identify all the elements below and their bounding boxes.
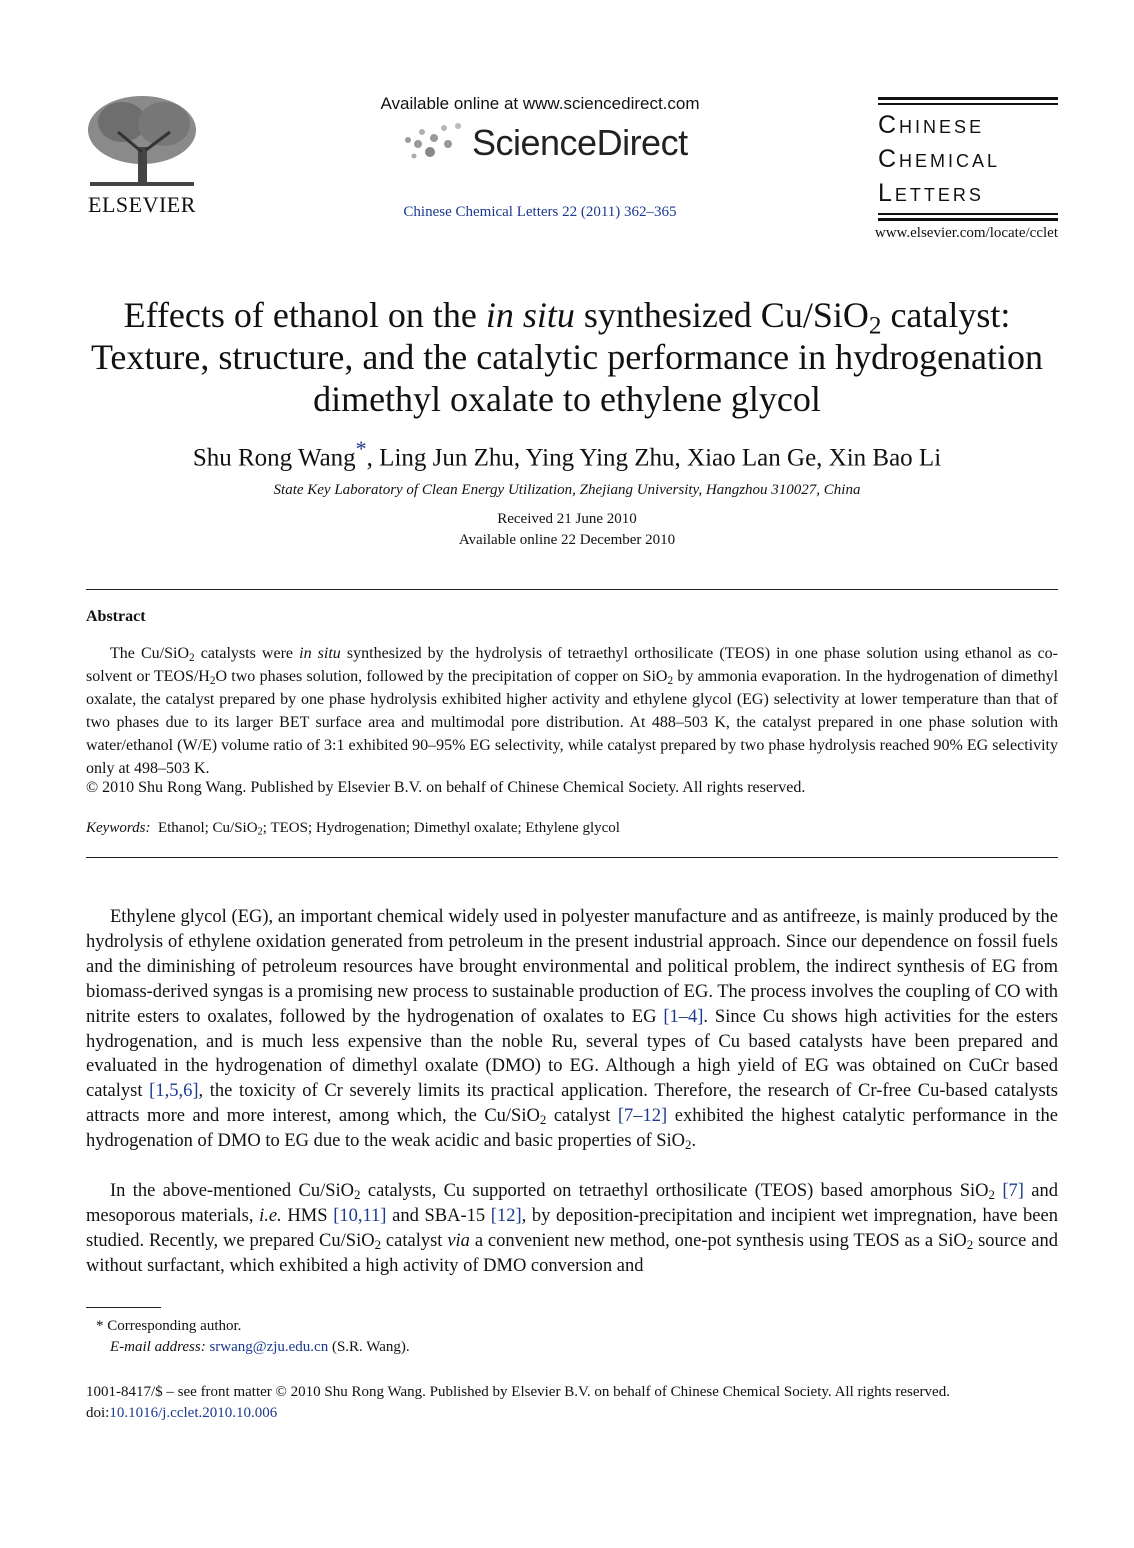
sciencedirect-dots-icon xyxy=(400,118,470,168)
title-line-2: Texture, structure, and the catalytic performance in hydrogenation xyxy=(90,337,1044,377)
email-line: E-mail address: srwang@zju.edu.cn (S.R. Wang). xyxy=(110,1339,410,1355)
abstract-text: The Cu/SiO$_2$ catalysts were in situ synthesized by the hydrolysis of tetraethyl orthosilicate (TEOS) in one phase solution using ethanol as co-solvent or TEOS/$H_2O$ two phases solution, followed by the precipitation of copper on SiO$_2$ by ammonia evaporation. In the hydrogenation of dimethyl oxalate, the catalyst prepared by one phase hydrolysis exhibited higher activity and ethylene glycol (EG) selectivity at lower temperature than that of two phases due to its larger BET surface area and multimodal pore distribution. At 488–503 K, the catalyst prepared in one phase solution with water/ethanol (W/E) volume ratio of 3:1 exhibited 90–95% EG selectivity, while catalyst prepared by two phase hydrolysis reached 90% EG selectivity only at 498–503 K. xyxy=(86,645,1059,777)
online-date: Available online 22 December 2010 xyxy=(458,532,676,548)
journal-citation[interactable]: Chinese Chemical Letters 22 (2011) 362–365 xyxy=(403,204,677,220)
masthead-rule xyxy=(878,103,1058,105)
keywords-label: Keywords: xyxy=(86,820,151,836)
doi-line: doi:10.1016/j.cclet.2010.10.006 xyxy=(86,1405,278,1421)
corresponding-author-mark[interactable]: * xyxy=(355,436,367,461)
citation-link[interactable]: [7] xyxy=(1002,1181,1024,1201)
sciencedirect-name: ScienceDirect xyxy=(472,122,688,163)
email-link[interactable]: srwang@zju.edu.cn xyxy=(209,1339,329,1355)
sciencedirect-logo xyxy=(400,118,700,168)
front-matter xyxy=(86,1382,1058,1424)
corresponding-author-note: * Corresponding author. xyxy=(96,1318,242,1334)
title-line-1: Effects of ethanol on the in situ synthesized Cu/SiO$_2$ catalyst: xyxy=(123,295,1011,340)
citation-link[interactable]: [1,5,6] xyxy=(149,1081,199,1102)
citation-link[interactable]: [7–12] xyxy=(617,1106,668,1127)
journal-masthead xyxy=(878,94,1058,224)
abstract-heading: Abstract xyxy=(86,608,146,625)
citation-link[interactable]: [12] xyxy=(490,1205,522,1226)
divider xyxy=(86,857,1058,858)
publisher-name: ELSEVIER xyxy=(88,192,196,217)
tree-icon xyxy=(82,92,202,192)
body-paragraph: In the above-mentioned Cu/SiO$_2$ catalysts, Cu supported on tetraethyl orthosilicate (TEOS) based amorphous SiO$_2$ [7] and mesoporous materials, i.e. HMS [10,11] and SBA-15 [12], by deposition-precipitation and incipient wet impregnation, have been studied. Recently, we prepared Cu/SiO$_2$ catalyst via a convenient new method, one-pot synthesis using TEOS as a SiO$_2$ source and without surfactant, which exhibited a high activity of DMO conversion and xyxy=(86,1181,1058,1276)
body-paragraph: Ethylene glycol (EG), an important chemical widely used in polyester manufacture and as antifreeze, is mainly produced by the hydrolysis of ethylene oxidation generated from petroleum in the present industrial approach. Since our dependence on fossil fuels and the diminishing of petroleum resources have brought environmental and political problem, the indirect synthesis of EG from biomass-derived syngas is a promising new process to sustainable production of EG. The process involves the coupling of CO with nitrite esters to oxalates, followed by the hydrogenation of oxalates to EG [1–4]. Since Cu shows high activities for the esters hydrogenation, and is much less expensive than the noble Ru, several types of Cu based catalysts have been prepared and evaluated in the hydrogenation of dimethyl oxalate (DMO) to EG. Although a high yield of EG was obtained on CuCr based catalyst [1,5,6], the toxicity of Cr severely limits its practical application. Therefore, the research of Cr-free Cu-based catalysts attracts more and more interest, among which, the Cu/SiO$_2$ catalyst [7–12] exhibited the highest catalytic performance in the hydrogenation of DMO to EG due to the weak acidic and basic properties of SiO$_2$. xyxy=(86,907,1059,1153)
masthead-rule xyxy=(878,218,1058,221)
article-dates xyxy=(60,509,1074,551)
journal-name-line: Chemical xyxy=(878,145,1001,173)
author-name: Shu Rong Wang xyxy=(192,444,356,472)
available-online-text: Available online at www.sciencedirect.com xyxy=(380,94,700,113)
author-list xyxy=(60,436,1074,472)
front-matter-line: 1001-8417/$ – see front matter © 2010 Shu Rong Wang. Published by Elsevier B.V. on behalf of Chinese Chemical Society. All rights reserved. xyxy=(86,1384,950,1400)
title-line-3: dimethyl oxalate to ethylene glycol xyxy=(313,379,821,419)
masthead-rule xyxy=(878,213,1058,215)
divider xyxy=(86,589,1058,590)
journal-url[interactable]: www.elsevier.com/locate/cclet xyxy=(874,225,1058,241)
masthead-rule xyxy=(878,97,1058,100)
affiliation: State Key Laboratory of Clean Energy Utilization, Zhejiang University, Hangzhou 310027, China xyxy=(273,482,861,498)
keywords: Keywords: Ethanol; Cu/SiO$_2$; TEOS; Hydrogenation; Dimethyl oxalate; Ethylene glycol xyxy=(86,820,620,838)
journal-name-line: Letters xyxy=(878,179,984,207)
article-title xyxy=(60,294,1074,420)
abstract-copyright: © 2010 Shu Rong Wang. Published by Elsevier B.V. on behalf of Chinese Chemical Society. All rights reserved. xyxy=(86,779,806,796)
footnote-rule xyxy=(86,1307,161,1308)
author-names: , Ling Jun Zhu, Ying Ying Zhu, Xiao Lan Ge, Xin Bao Li xyxy=(366,444,942,472)
citation-link[interactable]: [1–4] xyxy=(663,1006,704,1027)
citation-link[interactable]: [10,11] xyxy=(333,1205,387,1226)
publisher-logo xyxy=(82,92,202,218)
doi-link[interactable]: 10.1016/j.cclet.2010.10.006 xyxy=(109,1405,278,1421)
footnote xyxy=(96,1316,410,1358)
journal-name-line: Chinese xyxy=(878,111,985,139)
received-date: Received 21 June 2010 xyxy=(497,511,637,527)
email-label: E-mail address: xyxy=(110,1339,206,1355)
